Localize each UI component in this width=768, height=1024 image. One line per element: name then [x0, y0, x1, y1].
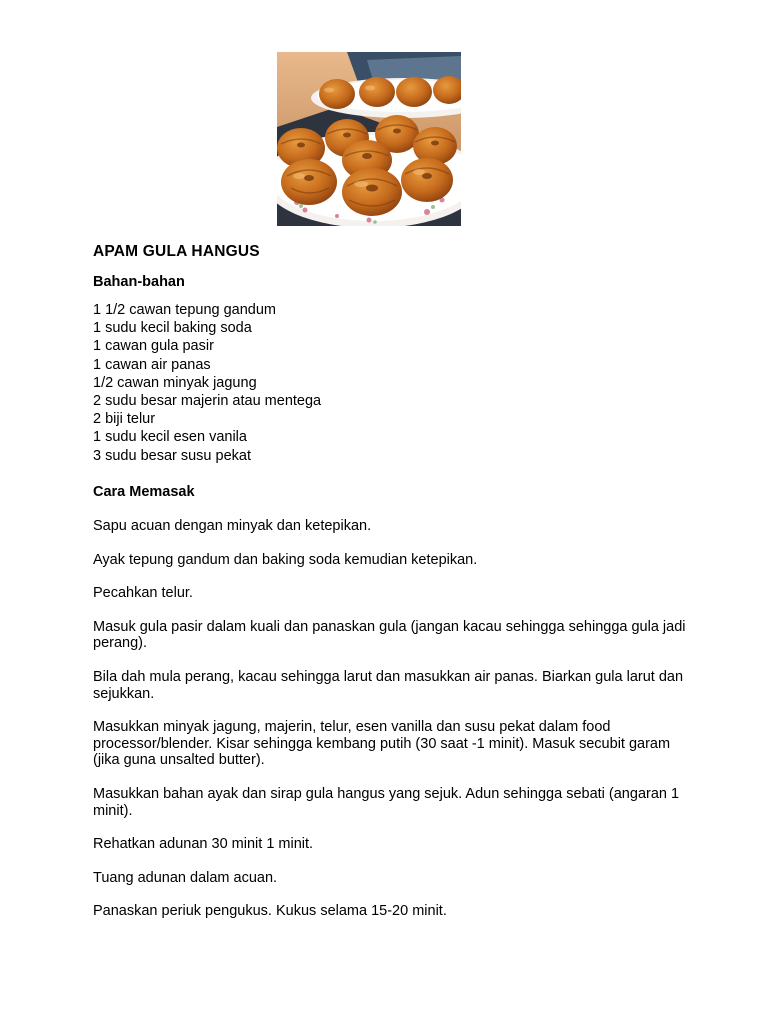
- ingredient-item: 3 sudu besar susu pekat: [93, 447, 251, 464]
- recipe-title: APAM GULA HANGUS: [93, 243, 260, 260]
- method-step: Ayak tepung gandum dan baking soda kemudian ketepikan.: [93, 551, 478, 568]
- method-heading: Cara Memasak: [93, 484, 195, 500]
- method-steps-list: [93, 518, 693, 937]
- method-step: Rehatkan adunan 30 minit 1 minit.: [93, 836, 314, 853]
- ingredients-list: [93, 301, 321, 465]
- method-step: Masukkan bahan ayak dan sirap gula hangus yang sejuk. Adun sehingga sebati (angaran 1 minit).: [93, 785, 680, 819]
- ingredient-item: 2 biji telur: [93, 411, 156, 428]
- ingredient-item: 1/2 cawan minyak jagung: [93, 374, 257, 391]
- method-step: Pecahkan telur.: [93, 585, 193, 602]
- steamed-cake-photo: [277, 52, 461, 226]
- ingredient-item: 1 sudu kecil baking soda: [93, 320, 252, 337]
- method-step: Panaskan periuk pengukus. Kukus selama 15-20 minit.: [93, 903, 447, 920]
- ingredient-item: 1 cawan air panas: [93, 356, 211, 373]
- ingredient-item: 1 cawan gula pasir: [93, 338, 214, 355]
- method-step: Sapu acuan dengan minyak dan ketepikan.: [93, 518, 372, 534]
- method-step: Masuk gula pasir dalam kuali dan panaskan gula (jangan kacau sehingga sehingga gula jadi perang).: [93, 618, 686, 652]
- method-step: Tuang adunan dalam acuan.: [93, 869, 278, 886]
- method-step: Masukkan minyak jagung, majerin, telur, esen vanilla dan susu pekat dalam food processor/blender. Kisar sehingga kembang putih (30 saat -1 minit). Masuk secubit garam (jika guna unsalted butter).: [93, 719, 671, 769]
- ingredient-item: 2 sudu besar majerin atau mentega: [93, 393, 322, 410]
- ingredients-heading: Bahan-bahan: [93, 274, 185, 290]
- ingredient-item: 1 sudu kecil esen vanila: [93, 429, 247, 446]
- method-step: Bila dah mula perang, kacau sehingga larut dan masukkan air panas. Biarkan gula larut dan sejukkan.: [93, 668, 684, 702]
- ingredient-item: 1 1/2 cawan tepung gandum: [93, 302, 276, 318]
